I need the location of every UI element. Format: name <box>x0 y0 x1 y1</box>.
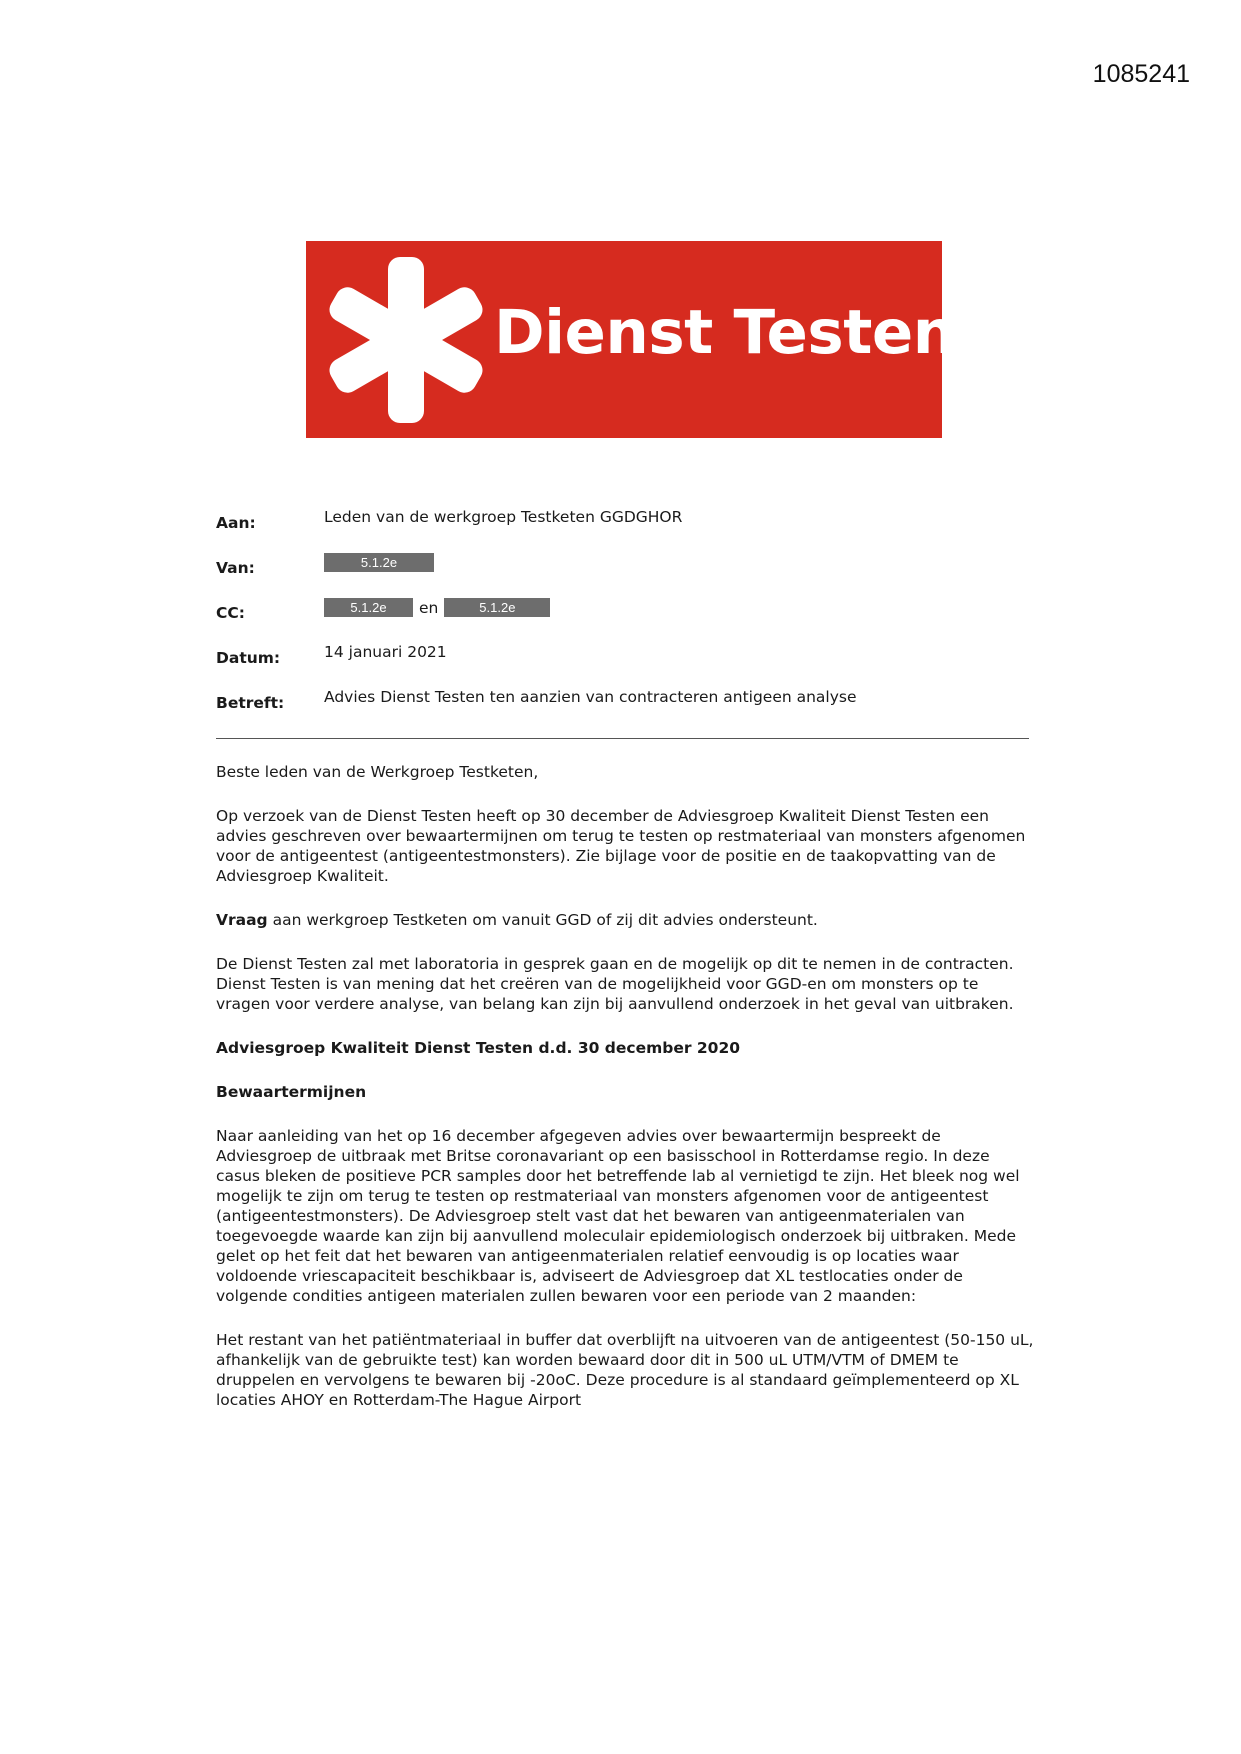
cc-row <box>216 598 1036 643</box>
paragraph: Op verzoek van de Dienst Testen heeft op 30 december de Adviesgroep Kwaliteit Dienst Testen een advies geschreven over bewaartermijnen om terug te testen op restmateriaal van monsters afgenomen voor de antigeentest (antigeentestmonsters). Zie bijlage voor de positie en de taakopvatting van de Adviesgroep Kwaliteit. <box>216 807 1026 885</box>
cc-between-text: en <box>419 598 439 617</box>
cc-value <box>324 598 550 617</box>
redaction-box: 5.1.2e <box>444 598 550 617</box>
asterisk-star-icon <box>326 255 486 425</box>
subject-value: Advies Dienst Testen ten aanzien van contracteren antigeen analyse <box>324 688 857 706</box>
to-row <box>216 508 1036 553</box>
subject-label: Betreft: <box>216 694 285 712</box>
paragraph: De Dienst Testen zal met laboratoria in gesprek gaan en de mogelijk op dit te nemen in de contracten. Dienst Testen is van mening dat het creëren van de mogelijkheid voor GGD-en om monsters op te vragen voor verdere analyse, van belang kan zijn bij aanvullend onderzoek in het geval van uitbraken. <box>216 955 1014 1013</box>
paragraph: Naar aanleiding van het op 16 december afgegeven advies over bewaartermijn bespreekt de Adviesgroep de uitbraak met Britse coronavariant op een basisschool in Rotterdamse regio. In deze casus bleken de positieve PCR samples door het betreffende lab al vernietigd te zijn. Het bleek nog wel mogelijk te zijn om terug te testen op restmateriaal van monsters afgenomen voor de antigeentest (antigeentestmonsters). De Adviesgroep stelt vast dat het bewaren van antigeenmaterialen van toegevoegde waarde kan zijn bij aanvullend moleculair epidemiologisch onderzoek bij uitbraken. Mede gelet op het feit dat het bewaren van antigeenmaterialen relatief eenvoudig is op locaties waar voldoende vriescapaciteit beschikbaar is, adviseert de Adviesgroep dat XL testlocaties onder de volgende condities antigeen materialen zullen bewaren voor een periode van 2 maanden: <box>216 1127 1020 1305</box>
memo-header <box>216 508 1036 733</box>
question-bold: Vraag <box>216 911 268 929</box>
subsection-heading: Bewaartermijnen <box>216 1083 367 1101</box>
from-row <box>216 553 1036 598</box>
from-label: Van: <box>216 559 255 577</box>
date-label: Datum: <box>216 649 281 667</box>
document-number: 1085241 <box>1092 60 1190 88</box>
question-paragraph <box>216 910 1036 930</box>
memo-body <box>216 762 1036 1434</box>
paragraph: Het restant van het patiëntmateriaal in buffer dat overblijft na uitvoeren van de antigeentest (50-150 uL, afhankelijk van de gebruikte test) kan worden bewaard door dit in 500 uL UTM/VTM of DMEM te druppelen en vervolgens te bewaren bij -20oC. Deze procedure is al standaard geïmplementeerd op XL locaties AHOY en Rotterdam-The Hague Airport <box>216 1331 1034 1409</box>
logo-text: Dienst Testen <box>494 297 956 368</box>
to-value: Leden van de werkgroep Testketen GGDGHOR <box>324 508 683 526</box>
dienst-testen-logo <box>306 241 956 438</box>
subject-row <box>216 688 1036 733</box>
date-row <box>216 643 1036 688</box>
redaction-box: 5.1.2e <box>324 553 434 572</box>
salutation: Beste leden van de Werkgroep Testketen, <box>216 763 539 781</box>
redaction-box: 5.1.2e <box>324 598 413 617</box>
from-value <box>324 553 434 572</box>
date-value: 14 januari 2021 <box>324 643 447 661</box>
cc-label: CC: <box>216 604 245 622</box>
to-label: Aan: <box>216 514 256 532</box>
divider <box>216 738 1029 739</box>
section-heading: Adviesgroep Kwaliteit Dienst Testen d.d. 30 december 2020 <box>216 1039 741 1057</box>
question-rest: aan werkgroep Testketen om vanuit GGD of zij dit advies ondersteunt. <box>267 911 818 929</box>
